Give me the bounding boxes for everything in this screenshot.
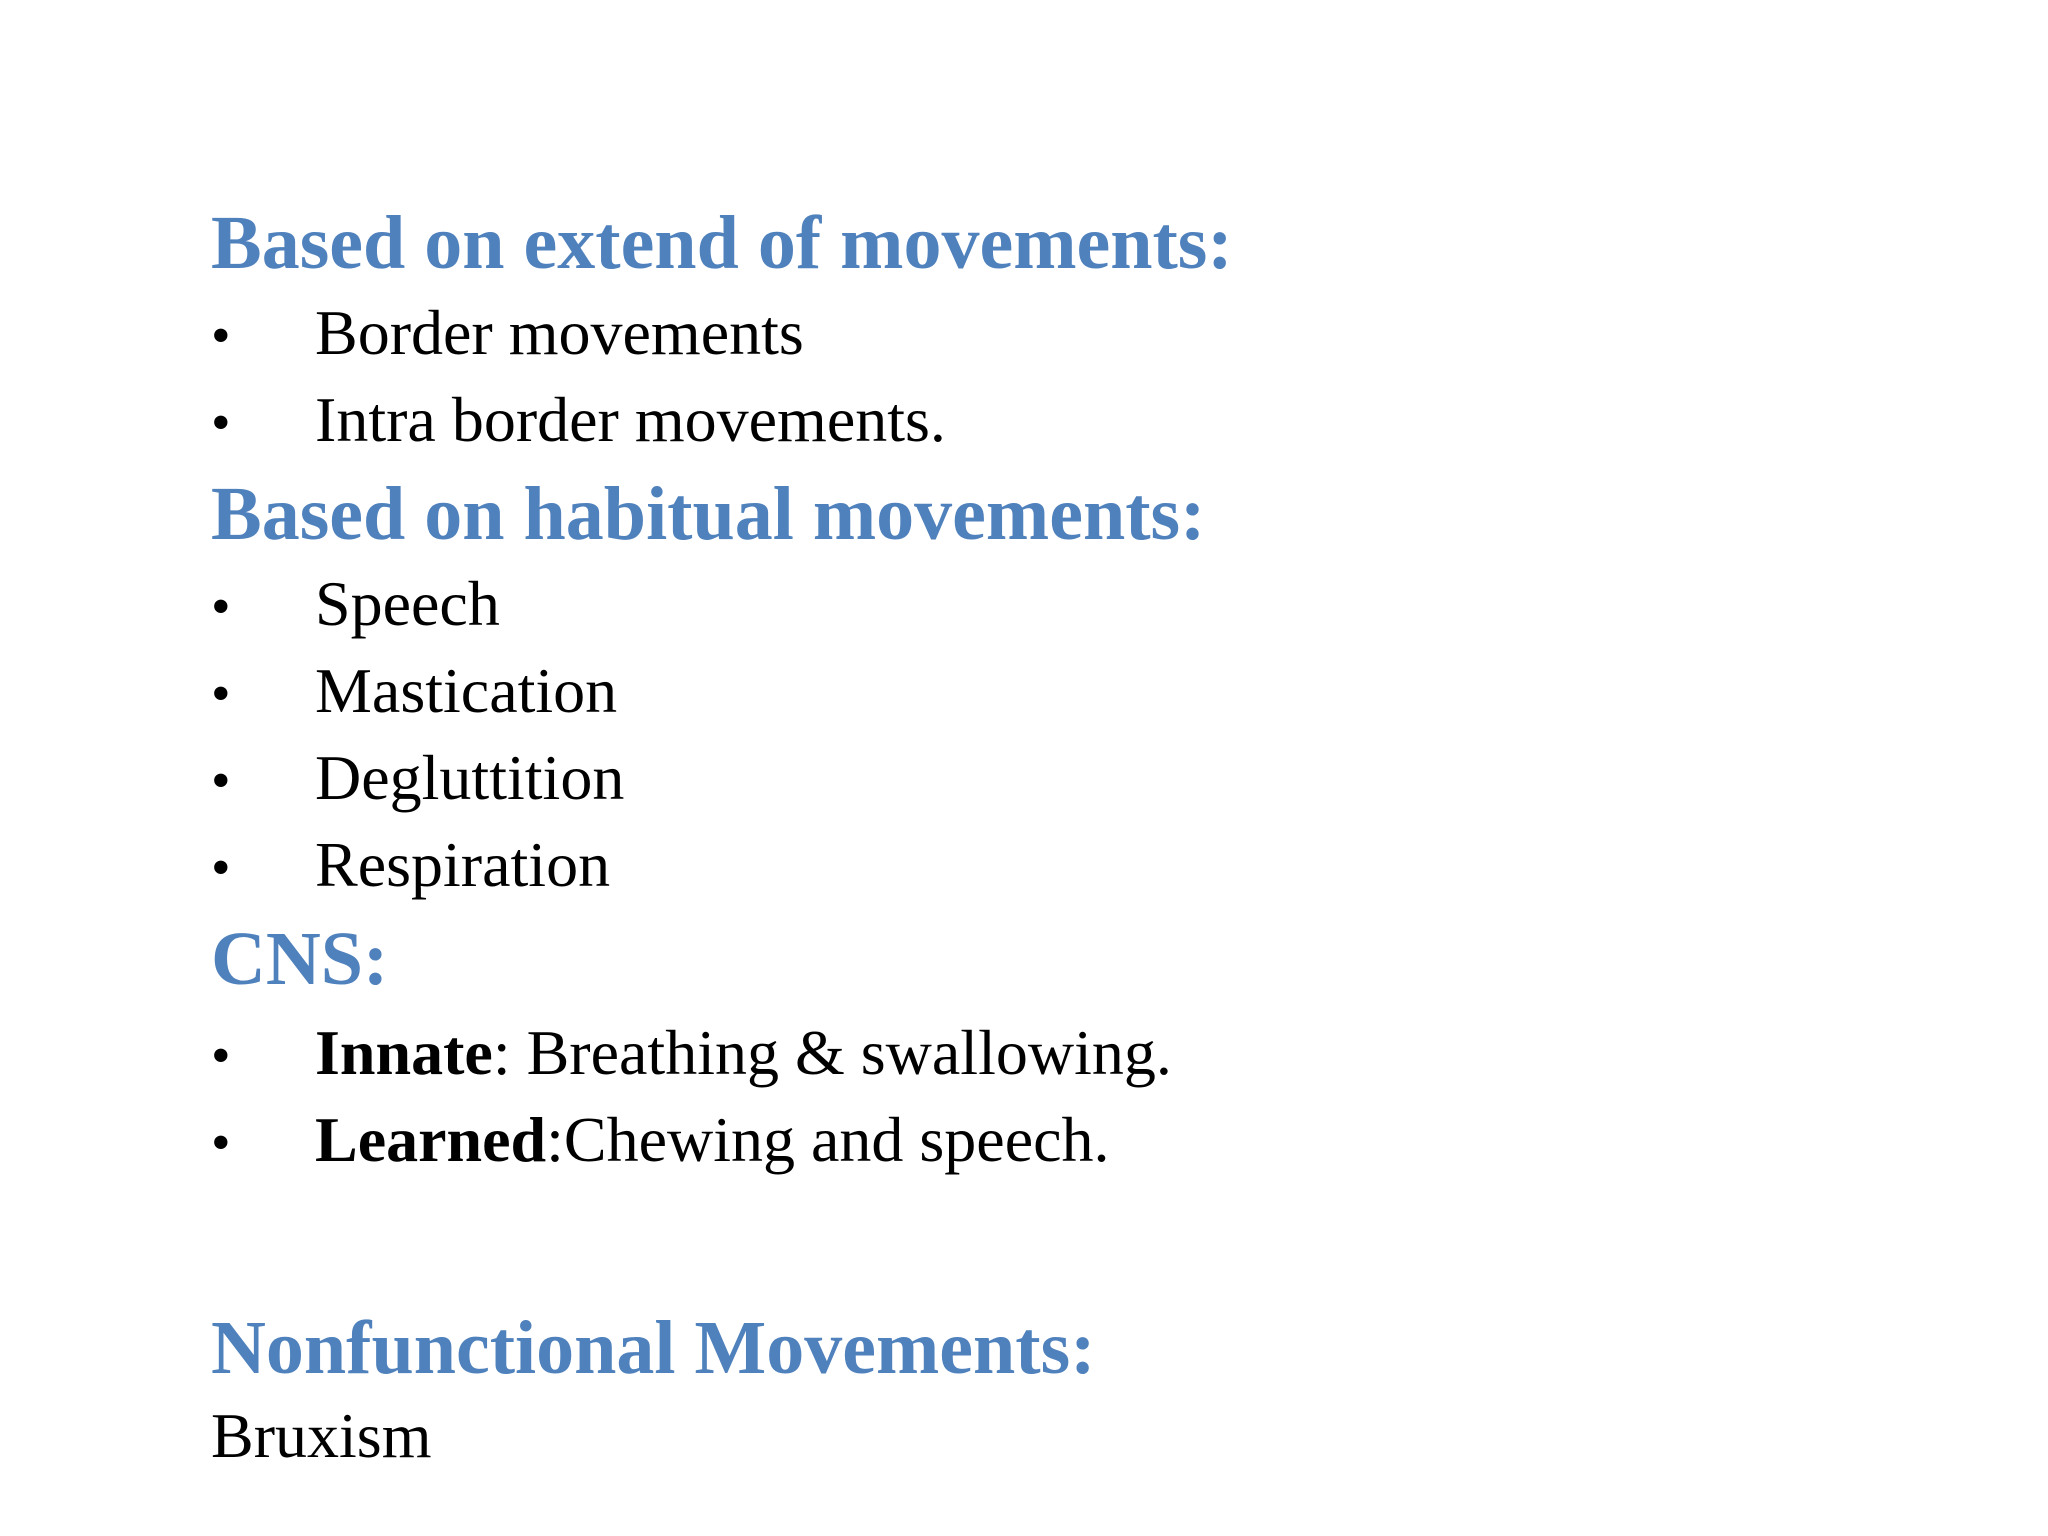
cns-movements-list (211, 1011, 1911, 1185)
section-heading-nonfunctional: Nonfunctional Movements: (211, 1306, 1096, 1390)
list-item-text: Respiration (315, 829, 611, 900)
section-heading-habitual: Based on habitual movements: (211, 472, 1206, 556)
list-item (211, 736, 1911, 823)
extent-movements-list (211, 291, 1911, 465)
list-item (211, 378, 1911, 465)
list-item-text (315, 1011, 1172, 1094)
list-item-text: Degluttition (315, 742, 625, 813)
list-item (211, 1011, 1911, 1098)
list-item (211, 562, 1911, 649)
section-heading-cns: CNS: (211, 917, 389, 1001)
term-description: :Chewing and speech. (546, 1104, 1110, 1175)
list-item (211, 1098, 1911, 1185)
term-innate: Innate (315, 1017, 493, 1088)
bullet-icon: • (211, 1025, 231, 1087)
bullet-icon: • (211, 750, 231, 812)
list-item (211, 291, 1911, 378)
section-heading-extent: Based on extend of movements: (211, 201, 1233, 285)
term-description: : Breathing & swallowing. (492, 1017, 1172, 1088)
bullet-icon: • (211, 305, 231, 367)
list-item-text: Speech (315, 568, 500, 639)
list-item-text: Border movements (315, 297, 804, 368)
bullet-icon: • (211, 576, 231, 638)
list-item (211, 823, 1911, 910)
list-item-text: Intra border movements. (315, 384, 946, 455)
bullet-icon: • (211, 392, 231, 454)
term-learned: Learned (315, 1104, 547, 1175)
slide-content (211, 201, 1911, 1477)
habitual-movements-list (211, 562, 1911, 910)
bullet-icon: • (211, 1112, 231, 1174)
bullet-icon: • (211, 663, 231, 725)
nonfunctional-text: Bruxism (211, 1400, 432, 1471)
list-item (211, 649, 1911, 736)
bullet-icon: • (211, 837, 231, 899)
list-item-text (315, 1098, 1110, 1181)
list-item-text: Mastication (315, 655, 618, 726)
